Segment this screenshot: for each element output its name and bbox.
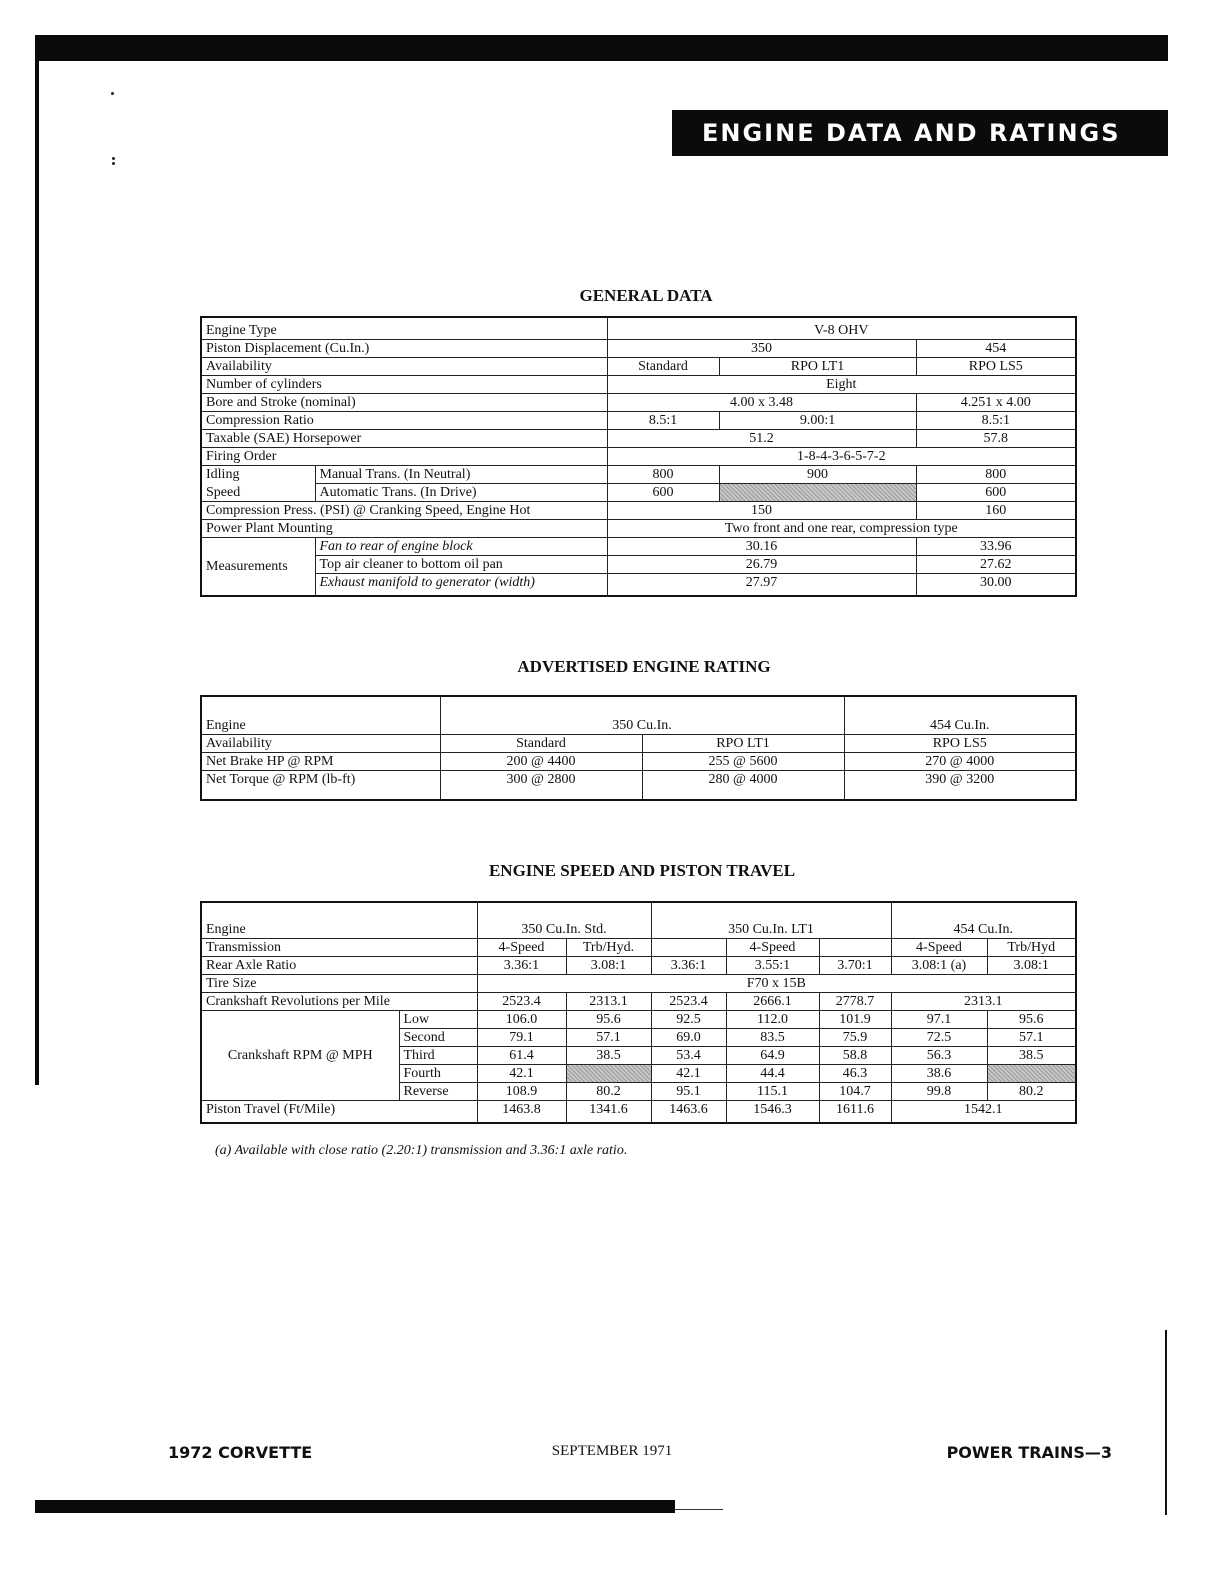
- row-label: Firing Order: [201, 448, 607, 466]
- table-row: [201, 376, 1076, 394]
- bottom-border-line: [675, 1509, 723, 1510]
- cell: 600: [916, 484, 1076, 502]
- cell: 38.5: [566, 1046, 651, 1064]
- row-label: Crankshaft RPM @ MPH: [201, 1010, 399, 1100]
- cell: Standard: [440, 734, 642, 752]
- cell: 3.36:1: [477, 956, 566, 974]
- cell: 800: [607, 466, 719, 484]
- cell: 2313.1: [566, 992, 651, 1010]
- cell: 1611.6: [819, 1100, 891, 1123]
- cell: 3.70:1: [819, 956, 891, 974]
- gear-label: Fourth: [399, 1064, 477, 1082]
- right-border-line: [1165, 1330, 1167, 1515]
- cell: 3.36:1: [651, 956, 726, 974]
- footer-model: 1972 CORVETTE: [168, 1443, 313, 1462]
- row-label: Engine: [201, 902, 477, 938]
- table-row: [201, 734, 1076, 752]
- cell: Trb/Hyd: [987, 938, 1076, 956]
- cell: Eight: [607, 376, 1076, 394]
- row-label: Engine: [201, 696, 440, 734]
- table-row: [201, 752, 1076, 770]
- cell: 115.1: [726, 1082, 819, 1100]
- row-label: Bore and Stroke (nominal): [201, 394, 607, 412]
- cell: 30.00: [916, 574, 1076, 597]
- cell: 99.8: [891, 1082, 987, 1100]
- bottom-border-bar: [35, 1500, 675, 1513]
- cell: [819, 938, 891, 956]
- cell: 79.1: [477, 1028, 566, 1046]
- cell: 350 Cu.In. Std.: [477, 902, 651, 938]
- row-label: Piston Travel (Ft/Mile): [201, 1100, 477, 1123]
- table-row: [201, 938, 1076, 956]
- cell: 64.9: [726, 1046, 819, 1064]
- row-sublabel: Manual Trans. (In Neutral): [315, 466, 607, 484]
- row-label: Rear Axle Ratio: [201, 956, 477, 974]
- cell: 106.0: [477, 1010, 566, 1028]
- cell: V-8 OHV: [607, 317, 1076, 340]
- cell: 454 Cu.In.: [891, 902, 1076, 938]
- footnote: (a) Available with close ratio (2.20:1) transmission and 3.36:1 axle ratio.: [215, 1143, 628, 1158]
- table-row: [201, 317, 1076, 340]
- cell: 104.7: [819, 1082, 891, 1100]
- row-label: Availability: [201, 734, 440, 752]
- speed-travel-table: [200, 901, 1077, 1124]
- cell: 454 Cu.In.: [844, 696, 1076, 734]
- cell: 56.3: [891, 1046, 987, 1064]
- row-label: Net Torque @ RPM (lb-ft): [201, 770, 440, 800]
- cell: 2313.1: [891, 992, 1076, 1010]
- cell: 58.8: [819, 1046, 891, 1064]
- cell: 150: [607, 502, 916, 520]
- row-sublabel: Exhaust manifold to generator (width): [315, 574, 607, 597]
- row-label: Engine Type: [201, 317, 607, 340]
- cell: 900: [719, 466, 916, 484]
- cell: 200 @ 4400: [440, 752, 642, 770]
- gear-label: Reverse: [399, 1082, 477, 1100]
- table-row: [201, 502, 1076, 520]
- cell: 44.4: [726, 1064, 819, 1082]
- table-row: [201, 358, 1076, 376]
- cell: 3.08:1: [566, 956, 651, 974]
- cell: 69.0: [651, 1028, 726, 1046]
- cell: 112.0: [726, 1010, 819, 1028]
- row-label: Measurements: [201, 538, 315, 597]
- table-row: [201, 574, 1076, 597]
- cell: 46.3: [819, 1064, 891, 1082]
- cell: 1546.3: [726, 1100, 819, 1123]
- table-row: [201, 340, 1076, 358]
- shaded-cell: [719, 484, 916, 502]
- cell: [651, 938, 726, 956]
- cell: 1463.8: [477, 1100, 566, 1123]
- cell: 92.5: [651, 1010, 726, 1028]
- scan-speck: [112, 162, 115, 165]
- cell: 2523.4: [651, 992, 726, 1010]
- cell: 26.79: [607, 556, 916, 574]
- left-border-bar: [35, 35, 39, 1085]
- row-label: Taxable (SAE) Horsepower: [201, 430, 607, 448]
- cell: 30.16: [607, 538, 916, 556]
- row-label: Speed: [201, 484, 315, 502]
- cell: 80.2: [566, 1082, 651, 1100]
- cell: 280 @ 4000: [642, 770, 844, 800]
- cell: 9.00:1: [719, 412, 916, 430]
- cell: RPO LT1: [642, 734, 844, 752]
- row-label: Power Plant Mounting: [201, 520, 607, 538]
- cell: 38.6: [891, 1064, 987, 1082]
- cell: 95.1: [651, 1082, 726, 1100]
- cell: 57.1: [987, 1028, 1076, 1046]
- cell: 8.5:1: [607, 412, 719, 430]
- cell: 4.251 x 4.00: [916, 394, 1076, 412]
- cell: 42.1: [651, 1064, 726, 1082]
- cell: 4-Speed: [891, 938, 987, 956]
- cell: 3.08:1 (a): [891, 956, 987, 974]
- cell: 95.6: [566, 1010, 651, 1028]
- cell: Standard: [607, 358, 719, 376]
- table-row: [201, 696, 1076, 734]
- cell: 350 Cu.In.: [440, 696, 844, 734]
- cell: 80.2: [987, 1082, 1076, 1100]
- speed-travel-title: ENGINE SPEED AND PISTON TRAVEL: [488, 861, 796, 880]
- cell: 1341.6: [566, 1100, 651, 1123]
- row-sublabel: Fan to rear of engine block: [315, 538, 607, 556]
- cell: 350: [607, 340, 916, 358]
- table-row: [201, 556, 1076, 574]
- footer-page-number: POWER TRAINS—3: [946, 1443, 1112, 1462]
- cell: 600: [607, 484, 719, 502]
- cell: RPO LS5: [844, 734, 1076, 752]
- cell: 42.1: [477, 1064, 566, 1082]
- advertised-rating-table: [200, 695, 1077, 801]
- row-label: Availability: [201, 358, 607, 376]
- cell: 72.5: [891, 1028, 987, 1046]
- gear-label: Third: [399, 1046, 477, 1064]
- table-row: [201, 770, 1076, 800]
- row-label: Tire Size: [201, 974, 477, 992]
- cell: 95.6: [987, 1010, 1076, 1028]
- cell: RPO LT1: [719, 358, 916, 376]
- table-row: [201, 1010, 1076, 1028]
- cell: 38.5: [987, 1046, 1076, 1064]
- cell: Trb/Hyd.: [566, 938, 651, 956]
- shaded-cell: [566, 1064, 651, 1082]
- cell: 270 @ 4000: [844, 752, 1076, 770]
- cell: 83.5: [726, 1028, 819, 1046]
- row-label: Piston Displacement (Cu.In.): [201, 340, 607, 358]
- cell: 97.1: [891, 1010, 987, 1028]
- advertised-rating-title: ADVERTISED ENGINE RATING: [517, 657, 771, 676]
- cell: F70 x 15B: [477, 974, 1076, 992]
- cell: 3.08:1: [987, 956, 1076, 974]
- shaded-cell: [987, 1064, 1076, 1082]
- top-border-bar: [35, 35, 1168, 61]
- row-sublabel: Automatic Trans. (In Drive): [315, 484, 607, 502]
- cell: 57.8: [916, 430, 1076, 448]
- table-row: [201, 430, 1076, 448]
- cell: 53.4: [651, 1046, 726, 1064]
- table-row: [201, 466, 1076, 484]
- cell: RPO LS5: [916, 358, 1076, 376]
- scan-speck: [111, 92, 114, 95]
- table-row: [201, 412, 1076, 430]
- row-label: Crankshaft Revolutions per Mile: [201, 992, 477, 1010]
- cell: Two front and one rear, compression type: [607, 520, 1076, 538]
- cell: 300 @ 2800: [440, 770, 642, 800]
- row-label: Compression Ratio: [201, 412, 607, 430]
- row-label: Net Brake HP @ RPM: [201, 752, 440, 770]
- cell: 108.9: [477, 1082, 566, 1100]
- cell: 1542.1: [891, 1100, 1076, 1123]
- row-sublabel: Top air cleaner to bottom oil pan: [315, 556, 607, 574]
- cell: 75.9: [819, 1028, 891, 1046]
- cell: 2778.7: [819, 992, 891, 1010]
- cell: 1463.6: [651, 1100, 726, 1123]
- row-label: Compression Press. (PSI) @ Cranking Speed, Engine Hot: [201, 502, 607, 520]
- table-row: [201, 992, 1076, 1010]
- cell: 1-8-4-3-6-5-7-2: [607, 448, 1076, 466]
- cell: 51.2: [607, 430, 916, 448]
- cell: 454: [916, 340, 1076, 358]
- cell: 255 @ 5600: [642, 752, 844, 770]
- table-row: [201, 448, 1076, 466]
- cell: 350 Cu.In. LT1: [651, 902, 891, 938]
- row-label: Idling: [201, 466, 315, 484]
- cell: 3.55:1: [726, 956, 819, 974]
- row-label: Transmission: [201, 938, 477, 956]
- cell: 61.4: [477, 1046, 566, 1064]
- gear-label: Second: [399, 1028, 477, 1046]
- cell: 2523.4: [477, 992, 566, 1010]
- table-row: [201, 484, 1076, 502]
- cell: 4.00 x 3.48: [607, 394, 916, 412]
- cell: 2666.1: [726, 992, 819, 1010]
- cell: 4-Speed: [726, 938, 819, 956]
- table-row: [201, 1100, 1076, 1123]
- general-data-title: GENERAL DATA: [579, 286, 713, 305]
- table-row: [201, 902, 1076, 938]
- general-data-table: [200, 316, 1077, 597]
- cell: 8.5:1: [916, 412, 1076, 430]
- page-title-banner: ENGINE DATA AND RATINGS: [672, 110, 1168, 156]
- row-label: Number of cylinders: [201, 376, 607, 394]
- table-row: [201, 394, 1076, 412]
- scan-speck: [112, 157, 115, 160]
- gear-label: Low: [399, 1010, 477, 1028]
- table-row: [201, 974, 1076, 992]
- cell: 33.96: [916, 538, 1076, 556]
- table-row: [201, 956, 1076, 974]
- table-row: [201, 520, 1076, 538]
- table-row: [201, 538, 1076, 556]
- cell: 101.9: [819, 1010, 891, 1028]
- cell: 390 @ 3200: [844, 770, 1076, 800]
- cell: 160: [916, 502, 1076, 520]
- cell: 27.97: [607, 574, 916, 597]
- cell: 4-Speed: [477, 938, 566, 956]
- cell: 57.1: [566, 1028, 651, 1046]
- footer-date: SEPTEMBER 1971: [551, 1443, 673, 1459]
- cell: 27.62: [916, 556, 1076, 574]
- cell: 800: [916, 466, 1076, 484]
